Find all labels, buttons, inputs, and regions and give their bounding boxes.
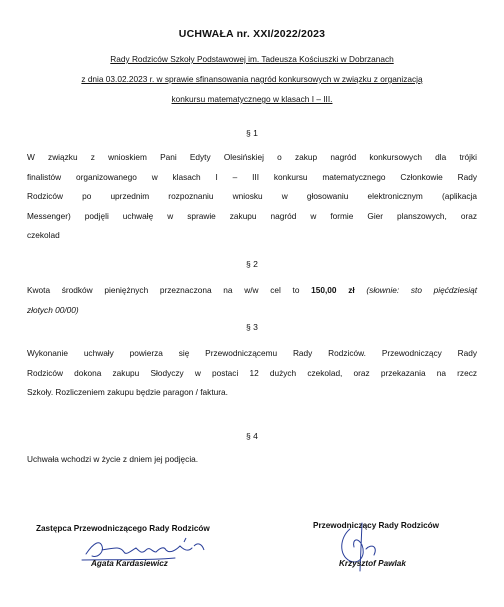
section-2-line bbox=[27, 281, 477, 301]
section-3-paragraph bbox=[27, 344, 477, 403]
subtitle-line-2: z dnia 03.02.2023 r. w sprawie sfinansowania nagród konkursowych w związku z organizacją bbox=[81, 74, 423, 84]
section-1-paragraph bbox=[27, 148, 477, 246]
amount-value: 150,00 zł bbox=[311, 285, 355, 295]
section-1-line: czekolad bbox=[27, 230, 60, 240]
left-signatory-role: Zastępca Przewodniczącego Rady Rodziców bbox=[36, 524, 210, 533]
section-1-line: W związku z wnioskiem Pani Edyty Olesińskiej o zakup nagród konkursowych dla trójki bbox=[27, 152, 477, 162]
section-2-heading: § 2 bbox=[246, 259, 258, 269]
section-1-line: Messenger) podjęli uchwałę w sprawie zakupu nagród w formie Gier planszowych, oraz bbox=[27, 210, 477, 221]
section-4-text: Uchwała wchodzi w życie z dniem jej podjęcia. bbox=[27, 454, 199, 464]
section-1-heading: § 1 bbox=[246, 128, 258, 138]
document-title: UCHWAŁA nr. XXI/2022/2023 bbox=[178, 28, 326, 40]
section-3-heading: § 3 bbox=[246, 322, 258, 332]
subtitle-line-1: Rady Rodziców Szkoły Podstawowej im. Tadeusza Kościuszki w Dobrzanach bbox=[110, 54, 394, 64]
amount-in-words-1: (słownie: sto pięćdziesiąt bbox=[366, 285, 477, 295]
section-4-paragraph bbox=[27, 450, 477, 470]
amount-intro-text: Kwota środków pieniężnych przeznaczona na w/w cel to bbox=[27, 285, 312, 295]
section-1-line: finalistów organizowanego w klasach I – III konkursu matematycznego Członkowie Rady bbox=[27, 171, 477, 182]
section-3-line: Szkoły. Rozliczeniem zakupu będzie paragon / faktura. bbox=[27, 387, 228, 397]
section-3-line: Wykonanie uchwały powierza się Przewodniczącemu Rady Rodziców. Przewodniczący Rady bbox=[27, 348, 477, 358]
right-signatory-name: Krzysztof Pawlak bbox=[339, 559, 406, 568]
left-signatory-name: Agata Kardasiewicz bbox=[91, 559, 168, 568]
amount-in-words-2: złotych 00/00) bbox=[27, 304, 79, 315]
section-1-line: Rodziców po uprzednim rozpoznaniu wniosku w głosowaniu elektronicznym (aplikacja bbox=[27, 191, 477, 201]
section-4-heading: § 4 bbox=[246, 431, 258, 441]
subtitle-line-3: konkursu matematycznego w klasach I – III. bbox=[171, 94, 333, 104]
section-3-line: Rodziców dokona zakupu Słodyczy w postaci 12 dużych czekolad, oraz przekazania na rzecz bbox=[27, 367, 477, 378]
right-signatory-role: Przewodniczący Rady Rodziców bbox=[313, 521, 440, 530]
section-2-paragraph bbox=[27, 281, 477, 320]
